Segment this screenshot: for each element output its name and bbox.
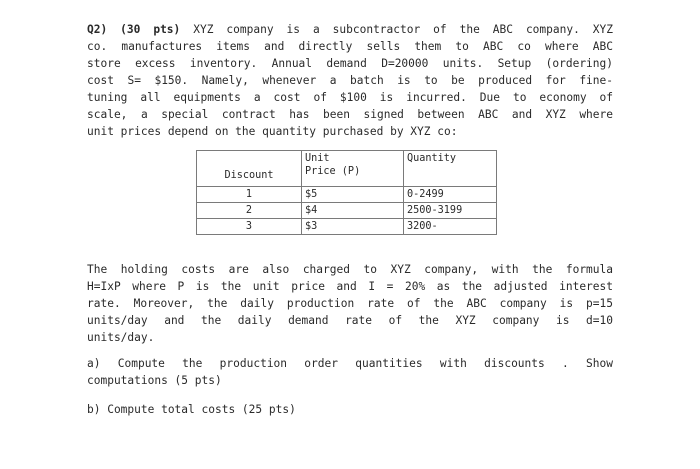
header-quantity: Quantity bbox=[404, 151, 497, 187]
cell-discount: 2 bbox=[197, 203, 302, 219]
question-label: Q2) (30 pts) bbox=[87, 23, 181, 36]
header-unit-price bbox=[302, 151, 404, 187]
table-row bbox=[197, 219, 497, 235]
problem-text: XYZ company is a subcontractor of the ABC company. XYZ bbox=[180, 23, 613, 36]
holding-text: The holding costs are also charged to XYZ company, with the formula bbox=[87, 263, 613, 276]
cell-price: $4 bbox=[302, 203, 404, 219]
holding-text: units/day and the daily demand rate of the XYZ company is d=10 bbox=[87, 314, 613, 327]
cell-price: $5 bbox=[302, 187, 404, 203]
holding-text: units/day. bbox=[87, 331, 155, 344]
problem-first-line bbox=[87, 21, 613, 38]
cell-quantity: 3200- bbox=[404, 219, 497, 235]
problem-text: tuning all equipments a cost of $100 is incurred. Due to economy of bbox=[87, 91, 613, 104]
header-discount: Discount bbox=[197, 151, 302, 187]
part-a-question bbox=[87, 355, 613, 389]
cell-discount: 3 bbox=[197, 219, 302, 235]
cell-price: $3 bbox=[302, 219, 404, 235]
problem-text: scale, a special contract has been signed between ABC and XYZ where bbox=[87, 108, 613, 121]
header-unit-price-line2: Price (P) bbox=[305, 166, 361, 177]
problem-statement bbox=[87, 21, 613, 140]
cell-quantity: 0-2499 bbox=[404, 187, 497, 203]
cell-discount: 1 bbox=[197, 187, 302, 203]
holding-text: H=IxP where P is the unit price and I = 20% as the adjusted interest bbox=[87, 280, 613, 293]
part-a-text: computations (5 pts) bbox=[87, 374, 222, 387]
problem-text: store excess inventory. Annual demand D=20000 units. Setup (ordering) bbox=[87, 57, 613, 70]
holding-text: rate. Moreover, the daily production rate of the ABC company is p=15 bbox=[87, 297, 613, 310]
problem-text: cost S= $150. Namely, whenever a batch is to be produced for fine- bbox=[87, 74, 613, 87]
holding-cost-paragraph bbox=[87, 261, 613, 346]
problem-text: co. manufactures items and directly sells them to ABC co where ABC bbox=[87, 40, 613, 53]
problem-text: unit prices depend on the quantity purchased by XYZ co: bbox=[87, 125, 458, 138]
table-header-row bbox=[197, 151, 497, 187]
discount-table bbox=[196, 150, 497, 235]
table-row bbox=[197, 203, 497, 219]
part-b-question bbox=[87, 401, 613, 418]
header-unit-price-line1: Unit bbox=[305, 153, 330, 164]
part-b-text: b) Compute total costs (25 pts) bbox=[87, 403, 296, 416]
table-row bbox=[197, 187, 497, 203]
cell-quantity: 2500-3199 bbox=[404, 203, 497, 219]
part-a-text: a) Compute the production order quantities with discounts . Show bbox=[87, 357, 613, 370]
